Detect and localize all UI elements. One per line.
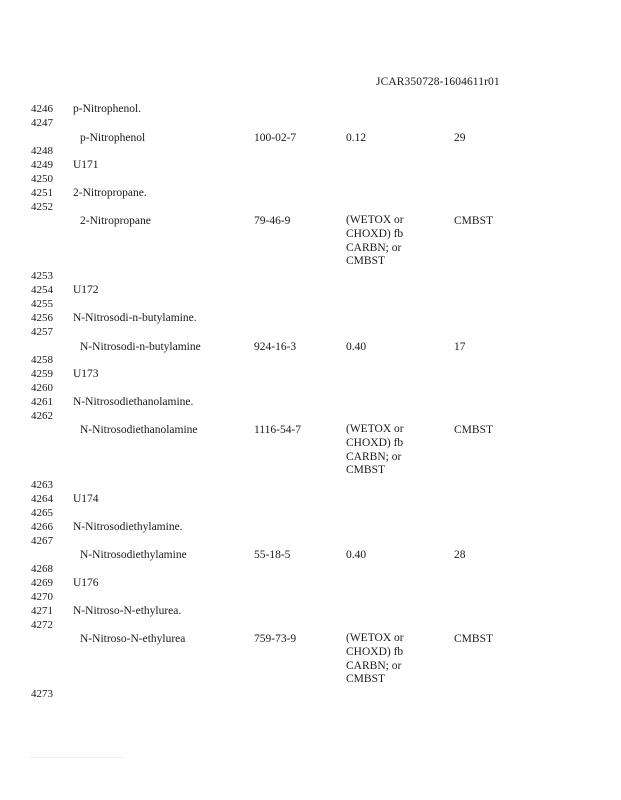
waste-code: U171 (73, 159, 99, 171)
footer-divider (30, 757, 125, 758)
line-number: 4272 (31, 619, 53, 631)
line-number: 4270 (31, 591, 53, 603)
cas-number: 924-16-3 (254, 341, 297, 353)
line-number: 4252 (31, 201, 53, 213)
nonwastewater-standard: 28 (454, 549, 466, 561)
line-number: 4273 (31, 688, 53, 700)
document-id-header: JCAR350728-1604611r01 (376, 76, 500, 88)
wastewater-standard-line: CMBST (346, 464, 385, 477)
cas-number: 1116-54-7 (254, 424, 302, 436)
line-number: 4253 (31, 270, 53, 282)
constituent-name: p-Nitrophenol (80, 132, 146, 144)
wastewater-standard-line: CMBST (346, 255, 385, 268)
constituent-name: N-Nitrosodiethylamine (80, 549, 187, 561)
line-number: 4255 (31, 298, 53, 310)
nonwastewater-standard: CMBST (454, 633, 493, 645)
line-number: 4256 (31, 312, 53, 324)
line-number: 4260 (31, 382, 53, 394)
line-number: 4257 (31, 326, 53, 338)
nonwastewater-standard: CMBST (454, 215, 493, 227)
wastewater-standard-line: CARBN; or (346, 450, 402, 463)
wastewater-standard-line: CARBN; or (346, 241, 402, 254)
wastewater-standard-line: CMBST (346, 673, 385, 686)
waste-code: U174 (73, 493, 99, 505)
waste-code: U176 (73, 577, 99, 589)
line-number: 4265 (31, 507, 53, 519)
line-number: 4264 (31, 493, 53, 505)
constituent-name: N-Nitroso-N-ethylurea (80, 633, 186, 645)
line-number: 4250 (31, 173, 53, 185)
waste-title: N-Nitroso-N-ethylurea. (73, 605, 182, 617)
wastewater-standard-line: (WETOX or (346, 632, 404, 644)
waste-title: N-Nitrosodiethanolamine. (73, 396, 194, 408)
cas-number: 100-02-7 (254, 132, 297, 144)
constituent-name: 2-Nitropropane (80, 215, 151, 227)
cas-number: 79-46-9 (254, 215, 291, 227)
line-number: 4261 (31, 396, 53, 408)
wastewater-standard-line: CHOXD) fb (346, 645, 404, 658)
wastewater-standard-line: CHOXD) fb (346, 227, 404, 240)
cas-number: 55-18-5 (254, 549, 291, 561)
wastewater-standard (346, 423, 404, 478)
wastewater-standard: 0.12 (346, 132, 367, 144)
waste-code: U173 (73, 368, 99, 380)
constituent-name: N-Nitrosodiethanolamine (80, 424, 198, 436)
constituent-name: N-Nitrosodi-n-butylamine (80, 341, 201, 353)
line-number: 4266 (31, 521, 53, 533)
wastewater-standard-line: CARBN; or (346, 659, 402, 672)
nonwastewater-standard: CMBST (454, 424, 493, 436)
nonwastewater-standard: 29 (454, 132, 466, 144)
wastewater-standard: 0.40 (346, 549, 367, 561)
line-number: 4258 (31, 354, 53, 366)
waste-title: N-Nitrosodi-n-butylamine. (73, 312, 197, 324)
line-number: 4249 (31, 159, 53, 171)
waste-code: U172 (73, 284, 99, 296)
line-number: 4262 (31, 410, 53, 422)
line-number: 4269 (31, 577, 53, 589)
waste-title: N-Nitrosodiethylamine. (73, 521, 183, 533)
waste-title: p-Nitrophenol. (73, 103, 142, 115)
line-number: 4271 (31, 605, 53, 617)
line-number: 4267 (31, 535, 53, 547)
line-number: 4246 (31, 103, 53, 115)
line-number: 4268 (31, 563, 53, 575)
wastewater-standard (346, 632, 404, 687)
line-number: 4254 (31, 284, 53, 296)
cas-number: 759-73-9 (254, 633, 297, 645)
wastewater-standard-line: (WETOX or (346, 214, 404, 226)
line-number: 4259 (31, 368, 53, 380)
line-number: 4251 (31, 187, 53, 199)
line-number: 4248 (31, 145, 53, 157)
line-number: 4247 (31, 117, 53, 129)
waste-title: 2-Nitropropane. (73, 187, 147, 199)
wastewater-standard: 0.40 (346, 341, 367, 353)
nonwastewater-standard: 17 (454, 341, 466, 353)
wastewater-standard-line: CHOXD) fb (346, 436, 404, 449)
line-number: 4263 (31, 479, 53, 491)
wastewater-standard (346, 214, 404, 269)
wastewater-standard-line: (WETOX or (346, 423, 404, 435)
